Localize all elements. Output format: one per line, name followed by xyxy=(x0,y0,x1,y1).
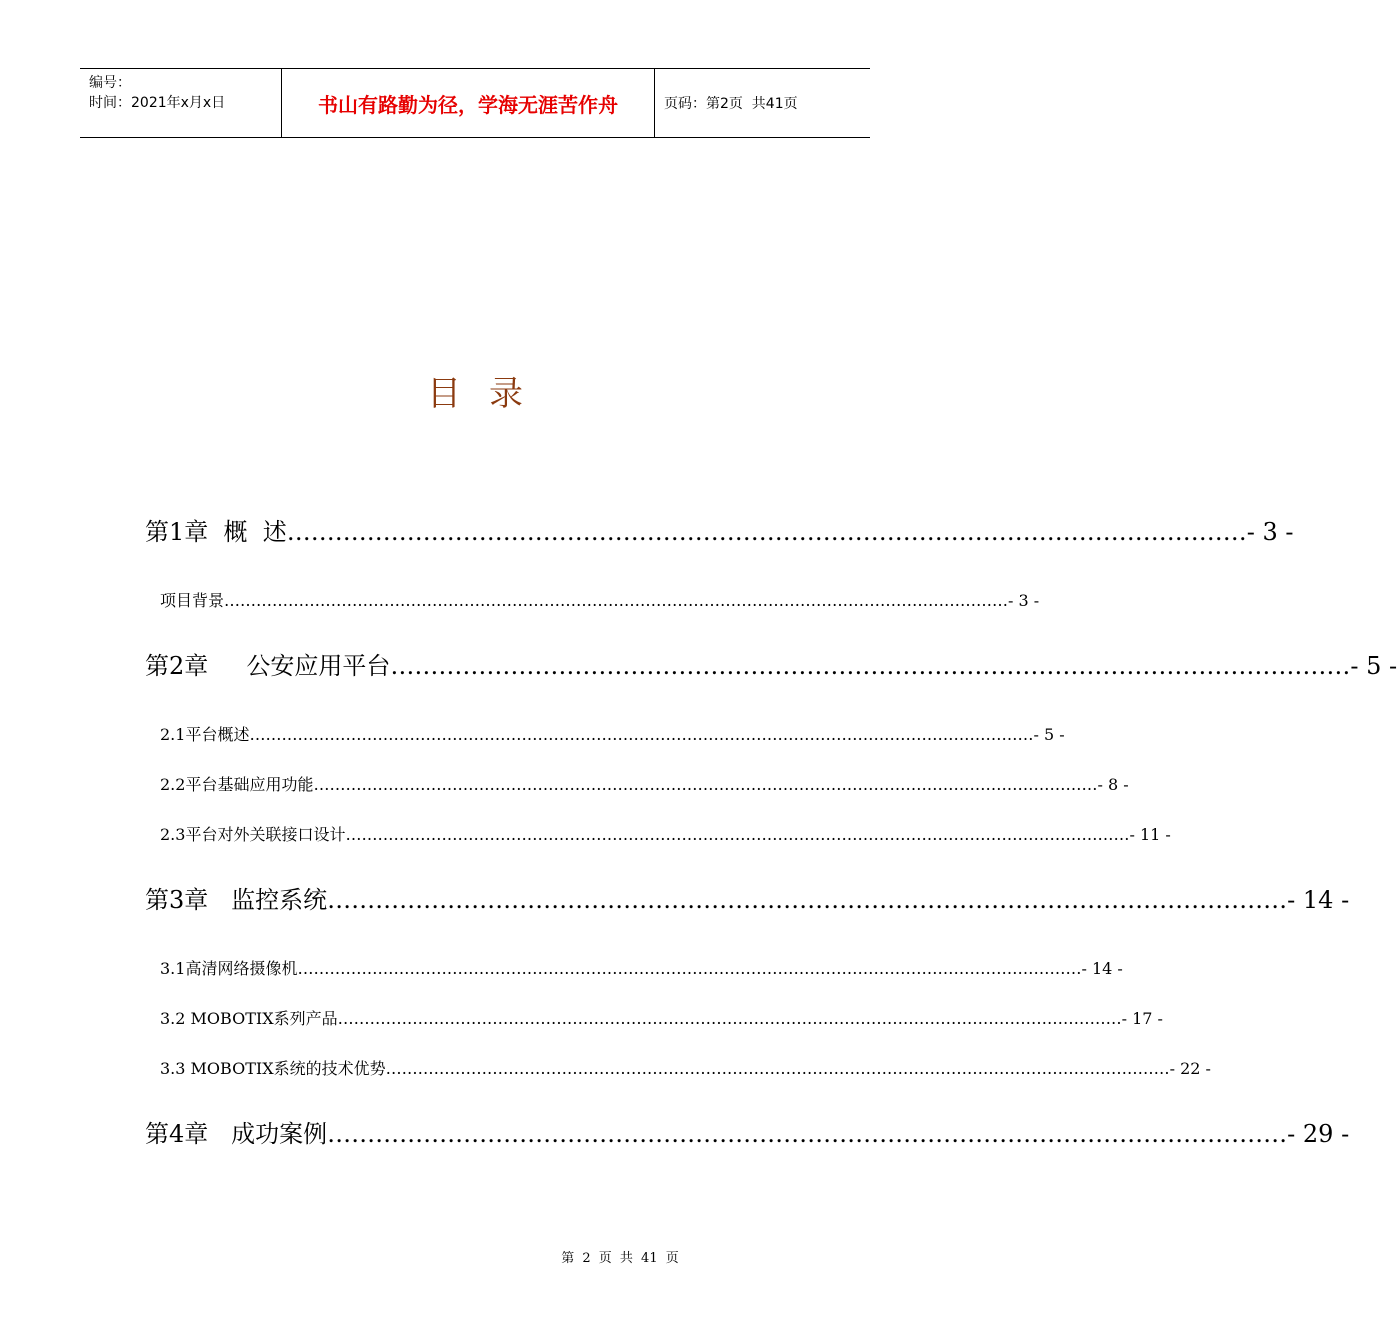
toc-entry-label: 2.3平台对外关联接口设计 xyxy=(160,825,346,844)
toc-entry-page: - 5 - xyxy=(1033,725,1065,744)
toc-entry-label: 第4章 成功案例 xyxy=(145,1120,328,1148)
toc-entry-project-background[interactable] xyxy=(160,588,1040,611)
toc-entry-3-2[interactable] xyxy=(160,1006,1163,1029)
header-meta-cell xyxy=(80,69,282,137)
toc-leader-dots: ………………………………………………………………………………………………………… xyxy=(327,886,1288,914)
toc-entry-label: 2.2平台基础应用功能 xyxy=(160,775,314,794)
page-footer: 第 2 页 共 41 页 xyxy=(561,1251,679,1266)
toc-entry-label: 3.1高清网络摄像机 xyxy=(160,959,298,978)
toc-entry-page: - 17 - xyxy=(1121,1009,1163,1028)
toc-entry-3-3[interactable] xyxy=(160,1056,1211,1079)
toc-leader-dots: ………………………………………………………………………………………………………… xyxy=(286,518,1247,546)
number-label: 编号： xyxy=(89,75,131,91)
toc-entry-label: 第3章 监控系统 xyxy=(145,886,328,914)
toc-entry-page: - 8 - xyxy=(1097,775,1129,794)
toc-entry-label: 第1章 概 述 xyxy=(145,518,287,546)
toc-entry-page: - 3 - xyxy=(1008,591,1040,610)
header-page-info: 页码：第2页 共41页 xyxy=(664,96,798,112)
toc-leader-dots: ………………………………………………………………………………………………………………………………… xyxy=(345,825,1130,844)
header-motto: 书山有路勤为径，学海无涯苦作舟 xyxy=(282,69,655,137)
toc-entry-page: - 3 - xyxy=(1246,518,1294,546)
toc-entry-label: 第2章 公安应用平台 xyxy=(145,652,391,680)
toc-leader-dots: ………………………………………………………………………………………………………… xyxy=(390,652,1351,680)
toc-entry-chapter-3[interactable] xyxy=(145,880,1350,915)
toc-entry-page: - 14 - xyxy=(1287,886,1350,914)
toc-entry-3-1[interactable] xyxy=(160,956,1123,979)
toc-entry-page: - 5 - xyxy=(1350,652,1397,680)
toc-entry-chapter-4[interactable] xyxy=(145,1114,1350,1149)
toc-leader-dots: ………………………………………………………………………………………………………………………………… xyxy=(249,725,1034,744)
toc-entry-2-3[interactable] xyxy=(160,822,1171,845)
toc-entry-label: 项目背景 xyxy=(160,591,225,610)
time-label: 时间：2021年x月x日 xyxy=(89,95,226,111)
toc-entry-2-1[interactable] xyxy=(160,722,1065,745)
toc-leader-dots: ………………………………………………………………………………………………………………………………… xyxy=(313,775,1098,794)
toc-entry-page: - 14 - xyxy=(1081,959,1123,978)
toc-entry-page: - 29 - xyxy=(1287,1120,1350,1148)
toc-leader-dots: ………………………………………………………………………………………………………………………………… xyxy=(297,959,1082,978)
toc-entry-page: - 22 - xyxy=(1169,1059,1211,1078)
toc-leader-dots: ………………………………………………………………………………………………………………………………… xyxy=(337,1009,1122,1028)
toc-entry-2-2[interactable] xyxy=(160,772,1129,795)
toc-entry-label: 3.2 MOBOTIX系列产品 xyxy=(160,1009,338,1028)
toc-title: 目录 xyxy=(427,374,551,414)
toc-entry-page: - 11 - xyxy=(1129,825,1171,844)
toc-leader-dots: ………………………………………………………………………………………………………………………………… xyxy=(224,591,1009,610)
toc-entry-chapter-2[interactable] xyxy=(145,646,1397,681)
toc-leader-dots: ………………………………………………………………………………………………………… xyxy=(327,1120,1288,1148)
toc-leader-dots: ………………………………………………………………………………………………………………………………… xyxy=(385,1059,1170,1078)
toc-entry-label: 3.3 MOBOTIX系统的技术优势 xyxy=(160,1059,386,1078)
toc-entry-chapter-1[interactable] xyxy=(145,512,1294,547)
toc-entry-label: 2.1平台概述 xyxy=(160,725,250,744)
page-header xyxy=(80,68,870,138)
